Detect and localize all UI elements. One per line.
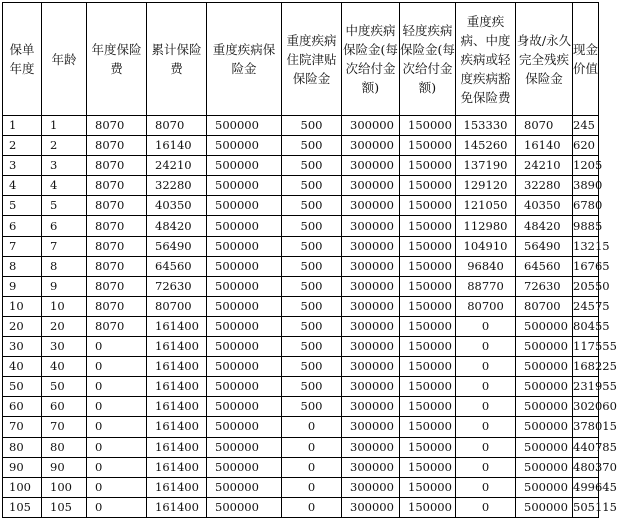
table-cell-mild-illness-benefit: 150000 <box>400 256 456 276</box>
table-row <box>3 216 599 236</box>
table-cell-annual-premium: 8070 <box>87 136 147 156</box>
table-cell-premium-waiver: 0 <box>456 457 516 477</box>
table-cell-premium-waiver: 0 <box>456 316 516 336</box>
table-cell-moderate-illness-benefit: 300000 <box>342 116 400 136</box>
table-cell-age: 50 <box>42 377 87 397</box>
table-cell-policy-year: 4 <box>3 176 42 196</box>
table-cell-mild-illness-benefit: 150000 <box>400 477 456 497</box>
table-cell-critical-illness-benefit: 500000 <box>207 136 282 156</box>
table-cell-premium-waiver: 137190 <box>456 156 516 176</box>
table-cell-policy-year: 7 <box>3 236 42 256</box>
table-row <box>3 357 599 377</box>
table-cell-death-disability-benefit: 80700 <box>516 296 573 316</box>
table-cell-age: 40 <box>42 357 87 377</box>
table-cell-mild-illness-benefit: 150000 <box>400 377 456 397</box>
table-cell-cumulative-premium: 161400 <box>147 377 207 397</box>
table-cell-death-disability-benefit: 24210 <box>516 156 573 176</box>
table-cell-critical-illness-benefit: 500000 <box>207 437 282 457</box>
table-cell-age: 3 <box>42 156 87 176</box>
table-cell-moderate-illness-benefit: 300000 <box>342 256 400 276</box>
table-cell-cash-value: 13215 <box>573 236 599 256</box>
table-cell-moderate-illness-benefit: 300000 <box>342 156 400 176</box>
table-cell-cash-value: 6780 <box>573 196 599 216</box>
table-cell-cash-value: 505115 <box>573 497 599 517</box>
table-cell-cash-value: 378015 <box>573 417 599 437</box>
table-cell-hospital-allowance-benefit: 500 <box>282 296 342 316</box>
table-cell-cash-value: 80455 <box>573 316 599 336</box>
table-row <box>3 377 599 397</box>
table-cell-cumulative-premium: 64560 <box>147 256 207 276</box>
col-header-critical-illness-benefit: 重度疾病保险金 <box>207 3 282 116</box>
table-cell-hospital-allowance-benefit: 500 <box>282 136 342 156</box>
table-cell-cumulative-premium: 80700 <box>147 296 207 316</box>
table-cell-premium-waiver: 0 <box>456 357 516 377</box>
table-cell-cumulative-premium: 161400 <box>147 397 207 417</box>
col-header-age: 年龄 <box>42 3 87 116</box>
table-cell-death-disability-benefit: 32280 <box>516 176 573 196</box>
table-cell-death-disability-benefit: 500000 <box>516 337 573 357</box>
table-cell-critical-illness-benefit: 500000 <box>207 176 282 196</box>
table-cell-age: 80 <box>42 437 87 457</box>
table-cell-policy-year: 9 <box>3 276 42 296</box>
table-cell-critical-illness-benefit: 500000 <box>207 497 282 517</box>
table-cell-annual-premium: 0 <box>87 377 147 397</box>
table-cell-premium-waiver: 104910 <box>456 236 516 256</box>
table-cell-policy-year: 30 <box>3 337 42 357</box>
table-cell-mild-illness-benefit: 150000 <box>400 116 456 136</box>
table-cell-hospital-allowance-benefit: 500 <box>282 156 342 176</box>
table-cell-death-disability-benefit: 500000 <box>516 316 573 336</box>
table-cell-premium-waiver: 153330 <box>456 116 516 136</box>
col-header-annual-premium: 年度保险费 <box>87 3 147 116</box>
table-row <box>3 196 599 216</box>
table-cell-cumulative-premium: 161400 <box>147 316 207 336</box>
table-cell-critical-illness-benefit: 500000 <box>207 477 282 497</box>
table-cell-policy-year: 6 <box>3 216 42 236</box>
table-cell-death-disability-benefit: 500000 <box>516 397 573 417</box>
table-cell-premium-waiver: 88770 <box>456 276 516 296</box>
table-cell-premium-waiver: 0 <box>456 377 516 397</box>
table-cell-age: 9 <box>42 276 87 296</box>
table-cell-critical-illness-benefit: 500000 <box>207 236 282 256</box>
table-cell-moderate-illness-benefit: 300000 <box>342 497 400 517</box>
table-cell-cash-value: 16765 <box>573 256 599 276</box>
table-cell-annual-premium: 8070 <box>87 216 147 236</box>
table-cell-annual-premium: 8070 <box>87 116 147 136</box>
table-row <box>3 296 599 316</box>
table-cell-mild-illness-benefit: 150000 <box>400 457 456 477</box>
table-cell-death-disability-benefit: 40350 <box>516 196 573 216</box>
table-cell-death-disability-benefit: 500000 <box>516 497 573 517</box>
table-cell-cumulative-premium: 16140 <box>147 136 207 156</box>
table-cell-policy-year: 2 <box>3 136 42 156</box>
table-cell-policy-year: 1 <box>3 116 42 136</box>
table-cell-age: 105 <box>42 497 87 517</box>
table-cell-cash-value: 302060 <box>573 397 599 417</box>
table-cell-hospital-allowance-benefit: 0 <box>282 497 342 517</box>
table-cell-age: 20 <box>42 316 87 336</box>
table-cell-cumulative-premium: 8070 <box>147 116 207 136</box>
table-cell-moderate-illness-benefit: 300000 <box>342 457 400 477</box>
table-cell-critical-illness-benefit: 500000 <box>207 216 282 236</box>
table-cell-annual-premium: 0 <box>87 497 147 517</box>
table-cell-age: 100 <box>42 477 87 497</box>
col-header-cash-value: 现金价值 <box>573 3 599 116</box>
table-cell-hospital-allowance-benefit: 500 <box>282 196 342 216</box>
table-cell-moderate-illness-benefit: 300000 <box>342 216 400 236</box>
table-cell-hospital-allowance-benefit: 500 <box>282 337 342 357</box>
table-cell-moderate-illness-benefit: 300000 <box>342 136 400 156</box>
header-row <box>3 3 599 116</box>
table-cell-policy-year: 40 <box>3 357 42 377</box>
table-cell-cash-value: 168225 <box>573 357 599 377</box>
table-cell-premium-waiver: 96840 <box>456 256 516 276</box>
table-cell-cash-value: 117555 <box>573 337 599 357</box>
table-cell-hospital-allowance-benefit: 500 <box>282 116 342 136</box>
table-cell-moderate-illness-benefit: 300000 <box>342 437 400 457</box>
table-cell-age: 6 <box>42 216 87 236</box>
table-cell-critical-illness-benefit: 500000 <box>207 377 282 397</box>
table-cell-mild-illness-benefit: 150000 <box>400 357 456 377</box>
table-row <box>3 497 599 517</box>
table-cell-moderate-illness-benefit: 300000 <box>342 337 400 357</box>
table-row <box>3 457 599 477</box>
table-cell-annual-premium: 0 <box>87 437 147 457</box>
table-cell-hospital-allowance-benefit: 0 <box>282 457 342 477</box>
table-cell-death-disability-benefit: 500000 <box>516 437 573 457</box>
table-cell-premium-waiver: 80700 <box>456 296 516 316</box>
table-cell-age: 4 <box>42 176 87 196</box>
col-header-policy-year: 保单年度 <box>3 3 42 116</box>
table-cell-policy-year: 70 <box>3 417 42 437</box>
table-cell-policy-year: 105 <box>3 497 42 517</box>
table-cell-premium-waiver: 112980 <box>456 216 516 236</box>
table-cell-annual-premium: 0 <box>87 477 147 497</box>
table-cell-moderate-illness-benefit: 300000 <box>342 236 400 256</box>
table-cell-annual-premium: 8070 <box>87 316 147 336</box>
table-cell-cumulative-premium: 32280 <box>147 176 207 196</box>
table-cell-mild-illness-benefit: 150000 <box>400 497 456 517</box>
table-cell-cumulative-premium: 161400 <box>147 417 207 437</box>
table-cell-cumulative-premium: 161400 <box>147 337 207 357</box>
table-cell-cash-value: 3890 <box>573 176 599 196</box>
table-cell-moderate-illness-benefit: 300000 <box>342 296 400 316</box>
table-cell-annual-premium: 0 <box>87 357 147 377</box>
table-cell-mild-illness-benefit: 150000 <box>400 296 456 316</box>
table-cell-critical-illness-benefit: 500000 <box>207 156 282 176</box>
table-cell-death-disability-benefit: 500000 <box>516 357 573 377</box>
table-row <box>3 437 599 457</box>
table-cell-annual-premium: 8070 <box>87 196 147 216</box>
table-cell-mild-illness-benefit: 150000 <box>400 156 456 176</box>
table-cell-death-disability-benefit: 64560 <box>516 256 573 276</box>
table-cell-cash-value: 231955 <box>573 377 599 397</box>
table-cell-age: 5 <box>42 196 87 216</box>
table-row <box>3 276 599 296</box>
col-header-cumulative-premium: 累计保险费 <box>147 3 207 116</box>
table-cell-annual-premium: 0 <box>87 397 147 417</box>
table-cell-death-disability-benefit: 500000 <box>516 457 573 477</box>
table-cell-cash-value: 24575 <box>573 296 599 316</box>
table-cell-hospital-allowance-benefit: 500 <box>282 377 342 397</box>
col-header-mild-illness-benefit: 轻度疾病保险金(每次给付金额) <box>400 3 456 116</box>
table-cell-annual-premium: 0 <box>87 457 147 477</box>
table-cell-premium-waiver: 129120 <box>456 176 516 196</box>
table-cell-premium-waiver: 121050 <box>456 196 516 216</box>
table-cell-hospital-allowance-benefit: 0 <box>282 437 342 457</box>
table-cell-critical-illness-benefit: 500000 <box>207 116 282 136</box>
table-cell-death-disability-benefit: 500000 <box>516 477 573 497</box>
table-body <box>3 116 617 518</box>
table-cell-mild-illness-benefit: 150000 <box>400 136 456 156</box>
benefit-table <box>2 2 617 518</box>
table-cell-cash-value: 499645 <box>573 477 599 497</box>
table-cell-premium-waiver: 0 <box>456 497 516 517</box>
table-cell-hospital-allowance-benefit: 500 <box>282 216 342 236</box>
table-cell-critical-illness-benefit: 500000 <box>207 397 282 417</box>
table-cell-hospital-allowance-benefit: 0 <box>282 477 342 497</box>
table-cell-cash-value: 245 <box>573 116 599 136</box>
table-cell-death-disability-benefit: 48420 <box>516 216 573 236</box>
table-cell-moderate-illness-benefit: 300000 <box>342 397 400 417</box>
table-cell-policy-year: 3 <box>3 156 42 176</box>
table-cell-cash-value: 9885 <box>573 216 599 236</box>
table-cell-mild-illness-benefit: 150000 <box>400 236 456 256</box>
table-cell-policy-year: 100 <box>3 477 42 497</box>
table-cell-death-disability-benefit: 500000 <box>516 377 573 397</box>
table-cell-moderate-illness-benefit: 300000 <box>342 477 400 497</box>
table-cell-hospital-allowance-benefit: 500 <box>282 357 342 377</box>
table-cell-cumulative-premium: 56490 <box>147 236 207 256</box>
table-cell-premium-waiver: 0 <box>456 477 516 497</box>
table-cell-moderate-illness-benefit: 300000 <box>342 417 400 437</box>
col-header-moderate-illness-benefit: 中度疾病保险金(每次给付金额) <box>342 3 400 116</box>
table-cell-critical-illness-benefit: 500000 <box>207 276 282 296</box>
table-cell-policy-year: 5 <box>3 196 42 216</box>
table-cell-mild-illness-benefit: 150000 <box>400 397 456 417</box>
table-cell-mild-illness-benefit: 150000 <box>400 276 456 296</box>
table-cell-annual-premium: 8070 <box>87 256 147 276</box>
table-cell-moderate-illness-benefit: 300000 <box>342 316 400 336</box>
table-cell-policy-year: 20 <box>3 316 42 336</box>
table-cell-moderate-illness-benefit: 300000 <box>342 176 400 196</box>
table-cell-critical-illness-benefit: 500000 <box>207 316 282 336</box>
col-header-premium-waiver: 重度疾病、中度疾病或轻度疾病豁免保险费 <box>456 3 516 116</box>
table-cell-age: 7 <box>42 236 87 256</box>
table-row <box>3 477 599 497</box>
table-cell-age: 90 <box>42 457 87 477</box>
table-cell-mild-illness-benefit: 150000 <box>400 417 456 437</box>
table-cell-policy-year: 90 <box>3 457 42 477</box>
table-cell-annual-premium: 8070 <box>87 296 147 316</box>
table-cell-policy-year: 60 <box>3 397 42 417</box>
table-cell-policy-year: 80 <box>3 437 42 457</box>
table-cell-critical-illness-benefit: 500000 <box>207 417 282 437</box>
table-cell-mild-illness-benefit: 150000 <box>400 216 456 236</box>
table-cell-policy-year: 10 <box>3 296 42 316</box>
table-cell-critical-illness-benefit: 500000 <box>207 357 282 377</box>
col-header-death-disability-benefit: 身故/永久完全残疾保险金 <box>516 3 573 116</box>
table-cell-hospital-allowance-benefit: 500 <box>282 276 342 296</box>
table-row <box>3 337 599 357</box>
table-cell-cumulative-premium: 161400 <box>147 457 207 477</box>
table-cell-policy-year: 8 <box>3 256 42 276</box>
table-row <box>3 417 599 437</box>
table-cell-age: 10 <box>42 296 87 316</box>
table-cell-age: 70 <box>42 417 87 437</box>
table-cell-hospital-allowance-benefit: 500 <box>282 236 342 256</box>
table-row <box>3 236 599 256</box>
table-cell-death-disability-benefit: 8070 <box>516 116 573 136</box>
table-row <box>3 176 599 196</box>
table-cell-cash-value: 440785 <box>573 437 599 457</box>
table-cell-premium-waiver: 0 <box>456 417 516 437</box>
table-cell-cash-value: 20550 <box>573 276 599 296</box>
table-cell-moderate-illness-benefit: 300000 <box>342 276 400 296</box>
table-cell-annual-premium: 8070 <box>87 276 147 296</box>
table-cell-death-disability-benefit: 500000 <box>516 417 573 437</box>
table-cell-hospital-allowance-benefit: 500 <box>282 176 342 196</box>
table-cell-age: 8 <box>42 256 87 276</box>
table-cell-mild-illness-benefit: 150000 <box>400 437 456 457</box>
table-cell-cumulative-premium: 161400 <box>147 477 207 497</box>
table-cell-critical-illness-benefit: 500000 <box>207 196 282 216</box>
table-cell-premium-waiver: 0 <box>456 397 516 417</box>
table-row <box>3 316 599 336</box>
table-cell-annual-premium: 8070 <box>87 156 147 176</box>
table-cell-critical-illness-benefit: 500000 <box>207 296 282 316</box>
table-cell-policy-year: 50 <box>3 377 42 397</box>
table-cell-cash-value: 1205 <box>573 156 599 176</box>
table-cell-cumulative-premium: 161400 <box>147 357 207 377</box>
table-cell-premium-waiver: 145260 <box>456 136 516 156</box>
table-cell-annual-premium: 0 <box>87 417 147 437</box>
table-cell-hospital-allowance-benefit: 500 <box>282 256 342 276</box>
table-row <box>3 116 599 136</box>
table-cell-cash-value: 620 <box>573 136 599 156</box>
table-cell-premium-waiver: 0 <box>456 437 516 457</box>
table-cell-cumulative-premium: 48420 <box>147 216 207 236</box>
table-cell-death-disability-benefit: 72630 <box>516 276 573 296</box>
table-cell-critical-illness-benefit: 500000 <box>207 337 282 357</box>
table-cell-moderate-illness-benefit: 300000 <box>342 196 400 216</box>
table-cell-death-disability-benefit: 56490 <box>516 236 573 256</box>
table-cell-critical-illness-benefit: 500000 <box>207 457 282 477</box>
table-cell-age: 1 <box>42 116 87 136</box>
table-cell-annual-premium: 0 <box>87 337 147 357</box>
table-cell-mild-illness-benefit: 150000 <box>400 316 456 336</box>
table-row <box>3 136 599 156</box>
table-cell-cumulative-premium: 161400 <box>147 437 207 457</box>
table-row <box>3 156 599 176</box>
table-cell-mild-illness-benefit: 150000 <box>400 196 456 216</box>
table-cell-mild-illness-benefit: 150000 <box>400 337 456 357</box>
table-cell-hospital-allowance-benefit: 500 <box>282 316 342 336</box>
table-cell-age: 2 <box>42 136 87 156</box>
table-cell-premium-waiver: 0 <box>456 337 516 357</box>
table-cell-critical-illness-benefit: 500000 <box>207 256 282 276</box>
table-cell-moderate-illness-benefit: 300000 <box>342 357 400 377</box>
table-cell-age: 60 <box>42 397 87 417</box>
table-cell-cash-value: 480370 <box>573 457 599 477</box>
table-row <box>3 397 599 417</box>
table-cell-cumulative-premium: 24210 <box>147 156 207 176</box>
table-cell-mild-illness-benefit: 150000 <box>400 176 456 196</box>
table-cell-cumulative-premium: 161400 <box>147 497 207 517</box>
table-cell-death-disability-benefit: 16140 <box>516 136 573 156</box>
col-header-hospital-allowance-benefit: 重度疾病住院津贴保险金 <box>282 3 342 116</box>
table-cell-cumulative-premium: 72630 <box>147 276 207 296</box>
table-cell-moderate-illness-benefit: 300000 <box>342 377 400 397</box>
table-cell-annual-premium: 8070 <box>87 236 147 256</box>
table-row <box>3 256 599 276</box>
table-cell-age: 30 <box>42 337 87 357</box>
table-cell-cumulative-premium: 40350 <box>147 196 207 216</box>
table-cell-hospital-allowance-benefit: 500 <box>282 397 342 417</box>
table-cell-hospital-allowance-benefit: 0 <box>282 417 342 437</box>
table-cell-annual-premium: 8070 <box>87 176 147 196</box>
